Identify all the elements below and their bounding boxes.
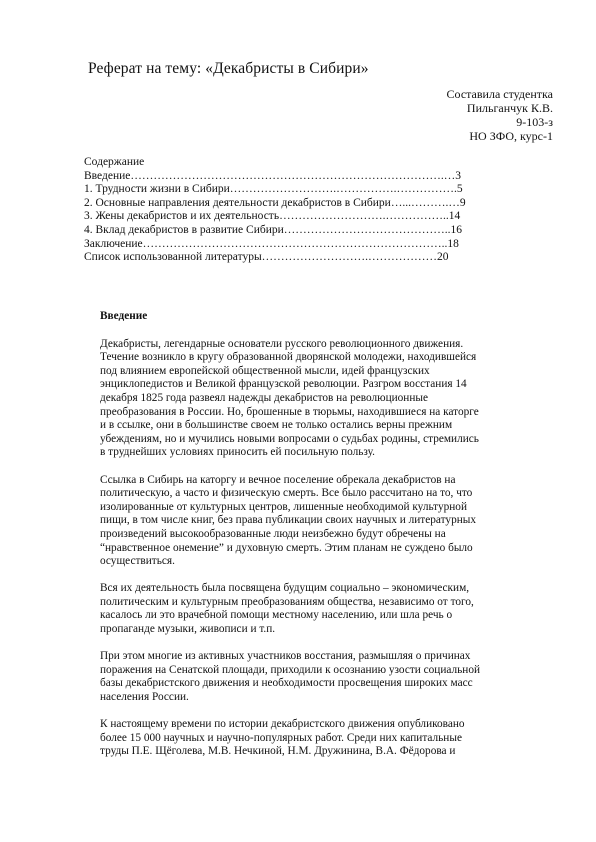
text-line: Декабристы, легендарные основатели русского революционного движения.: [100, 337, 464, 350]
text-line: касалось ли это врачебной помощи местному населению, или шла речь о: [100, 609, 453, 622]
text-line: под влиянием европейской общественной мысли, идей французских: [100, 364, 430, 377]
text-line: преобразования в России. Но, брошенные в тюрьмы, находившиеся на каторге: [100, 405, 479, 418]
text-line: населения России.: [100, 691, 189, 704]
text-line: базы декабристского движения и необходимости просвещения широких масс: [100, 677, 473, 690]
toc-entry: 2. Основные направления деятельности декабристов в Сибири…...……….…9: [84, 196, 466, 209]
paragraph: [100, 582, 510, 636]
paragraph: [100, 474, 510, 569]
text-line: поражения на Сенатской площади, приходили к осознанию узости социальной: [100, 663, 481, 676]
text-line: политическим и культурным преобразованиям общества, независимо от того,: [100, 595, 474, 608]
author-line: НО ЗФО, курс-1: [469, 129, 553, 143]
author-line: 9-103-з: [516, 115, 553, 129]
text-line: осуществиться.: [100, 555, 175, 568]
table-of-contents: [84, 156, 504, 265]
toc-heading: Содержание: [84, 156, 145, 168]
text-line: Течение возникло в кругу образованной дворянской молодежи, находившейся: [100, 351, 477, 364]
author-block: [447, 87, 553, 143]
text-line: декабря 1825 года развеял надежды декабристов на революционные: [100, 391, 429, 404]
toc-entry: Список использованной литературы……………………….………………20: [84, 251, 449, 264]
text-line: Вся их деятельность была посвящена будущим социально – экономическим,: [100, 582, 470, 595]
text-line: энциклопедистов и Великой французской революции. Разгром восстания 14: [100, 378, 467, 391]
toc-entry: 4. Вклад декабристов в развитие Сибири……………………………………..16: [84, 223, 463, 236]
text-line: пропаганде музыки, живописи и т.п.: [100, 623, 276, 636]
text-line: произведений высокообразованные люди неизбежно будут обречены на: [100, 527, 446, 540]
text-line: “нравственное онемение” и духовную смерть. Этим планам не суждено было: [100, 541, 473, 554]
text-line: более 15 000 научных и научно-популярных работ. Среди них капитальные: [100, 731, 462, 744]
text-line: Ссылка в Сибирь на каторгу и вечное поселение обрекала декабристов на: [100, 473, 456, 486]
toc-entry: 1. Трудности жизни в Сибири……………………….…………….…………….5: [84, 183, 463, 196]
text-line: К настоящему времени по истории декабристского движения опубликовано: [100, 718, 465, 731]
text-line: политическую, а часто и физическую смерть. Все было рассчитано на то, что: [100, 487, 473, 500]
text-line: При этом многие из активных участников восстания, размышляя о причинах: [100, 650, 471, 663]
paragraph: [100, 338, 510, 460]
paragraph: [100, 718, 510, 759]
section-heading: Введение: [100, 310, 148, 322]
toc-entry: Введение……………………………………………………………………….…3: [84, 169, 461, 182]
toc-entry: Заключение……………………………………………………………………..18: [84, 237, 459, 250]
toc-entry: 3. Жены декабристов и их деятельность……………………….……………..14: [84, 210, 461, 223]
author-line: Составила студентка: [446, 87, 553, 101]
document-title: Реферат на тему: «Декабристы в Сибири»: [88, 60, 369, 77]
author-line: Пильганчук К.В.: [466, 101, 553, 115]
text-line: и в ссылке, они в большинстве своем не только остались верны прежним: [100, 419, 453, 432]
text-line: изолированные от культурных центров, лишенные необходимой культурной: [100, 500, 467, 513]
paragraph: [100, 650, 510, 704]
introduction-section: [100, 310, 510, 773]
text-line: труды П.Е. Щёголева, М.В. Нечкиной, Н.М. Дружинина, В.А. Фёдорова и: [100, 745, 456, 758]
text-line: в труднейших условиях приносить ей посильную пользу.: [100, 446, 375, 459]
text-line: убеждениям, но и мучились новыми вопросами о судьбах родины, стремились: [100, 432, 479, 445]
text-line: пищи, в том числе книг, без права публикации своих научных и литературных: [100, 514, 477, 527]
